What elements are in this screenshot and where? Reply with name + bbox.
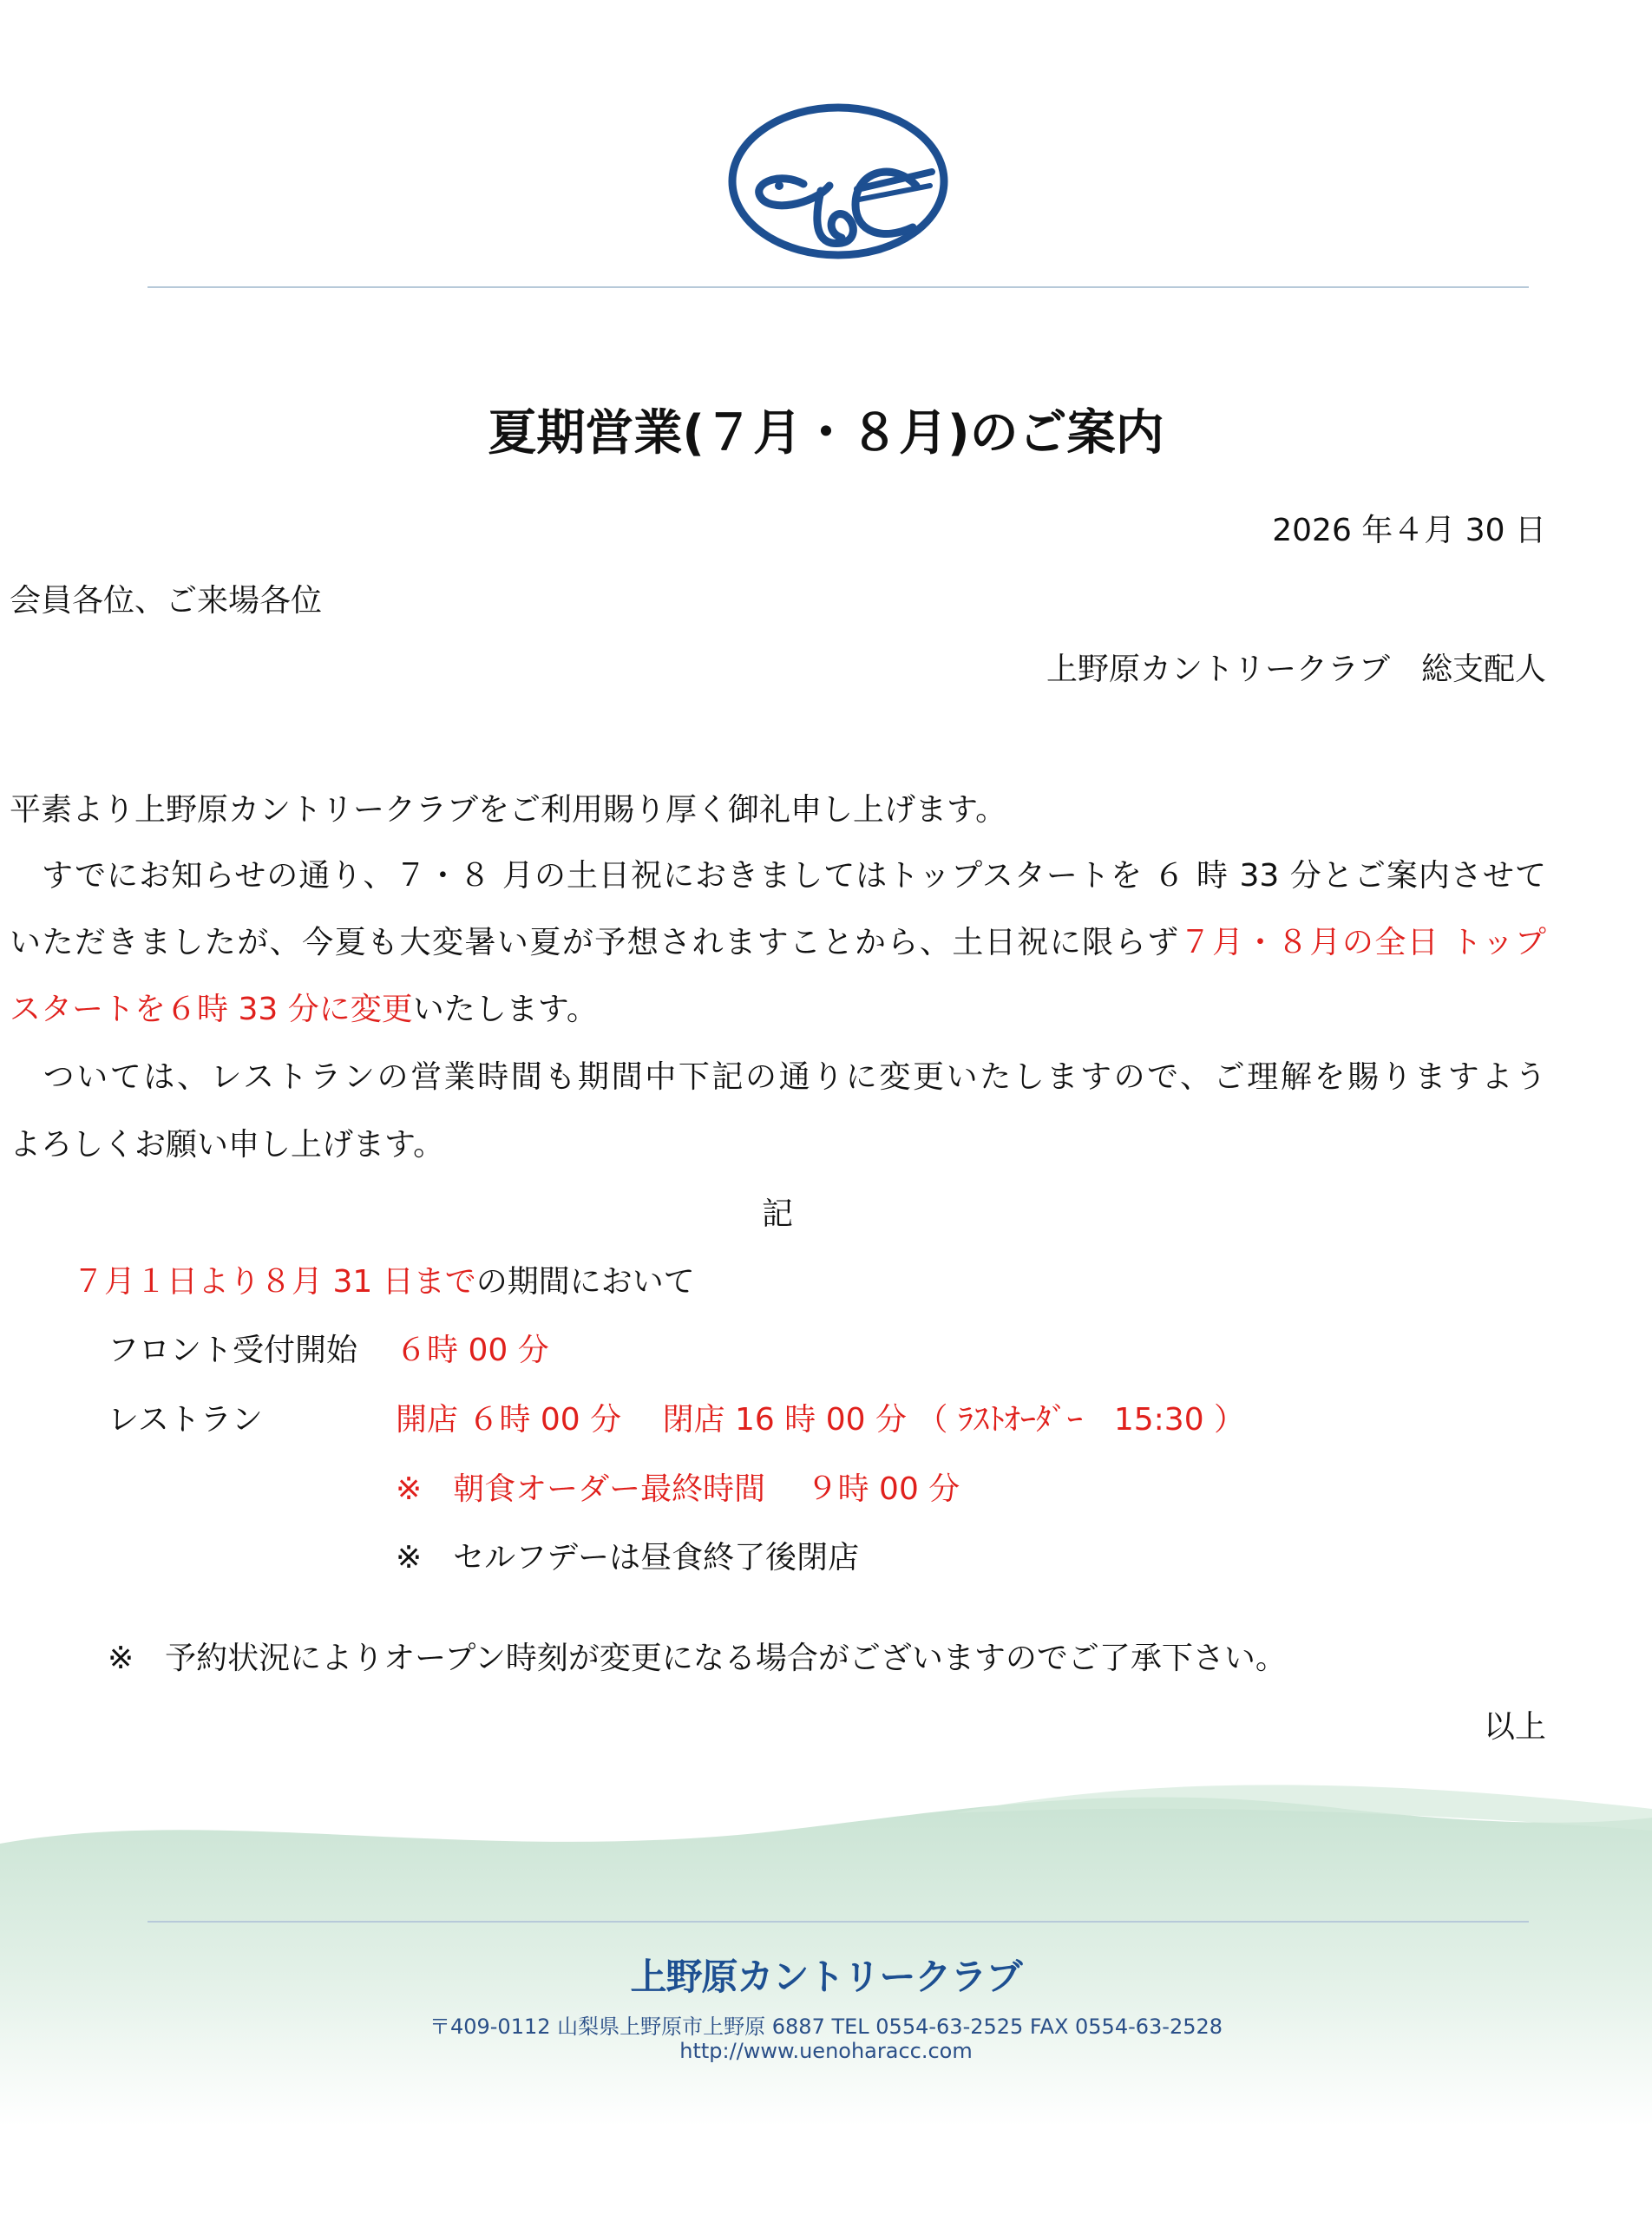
sender: 上野原カントリークラブ 総支配人 <box>1046 652 1546 687</box>
highlight-text: スタートを６時 33 分に変更 <box>10 992 413 1027</box>
swan-logo-icon <box>727 102 949 260</box>
self-day-note: ※ セルフデーは昼食終了後閉店 <box>396 1540 860 1576</box>
period-dates: ７月１日より８月 31 日まで <box>73 1264 476 1300</box>
footer-hills <box>0 1761 1652 2126</box>
footer-url[interactable]: http://www.uenoharacc.com <box>679 2039 973 2063</box>
page-title: 夏期営業(７月・８月)のご案内 <box>488 405 1164 462</box>
footer-club-name: 上野原カントリークラブ <box>630 1956 1022 1998</box>
body-paragraph-line <box>10 918 1546 962</box>
restaurant-label: レストラン <box>108 1402 263 1438</box>
issue-date: 2026 年４月 30 日 <box>1272 513 1546 548</box>
body-paragraph-line: すでにお知らせの通り、７・８ 月の土日祝におきましてはトップスタートを ６ 時 33 分とご案内させて <box>10 858 1546 894</box>
highlight-text: ７月・８月の全日 トップ <box>1179 925 1546 960</box>
footer-divider <box>148 1921 1529 1923</box>
body-paragraph-line: ついては、レストランの営業時間も期間中下記の通りに変更いたしますので、ご理解を賜りますよう <box>10 1059 1546 1095</box>
body-text: いたします。 <box>412 992 598 1027</box>
footer-address: 〒409-0112 山梨県上野原市上野原 6887 TEL 0554-63-2525 FAX 0554-63-2528 <box>429 2015 1223 2039</box>
body-paragraph-line: よろしくお願い申し上げます。 <box>10 1127 445 1163</box>
breakfast-note: ※ 朝食オーダー最終時間 ９時 00 分 <box>396 1471 960 1507</box>
front-desk-time: ６時 00 分 <box>396 1333 549 1368</box>
period-line <box>73 1257 695 1301</box>
ki-heading: 記 <box>762 1196 794 1232</box>
front-desk-label: フロント受付開始 <box>108 1333 358 1368</box>
restaurant-hours: 開店 ６時 00 分 閉店 16 時 00 分 （ ﾗｽﾄｵｰﾀﾞｰ 15:30 ） <box>396 1402 1246 1438</box>
body-paragraph-line: 平素より上野原カントリークラブをご利用賜り厚く御礼申し上げます。 <box>10 792 1007 828</box>
closing-text: 以上 <box>1483 1709 1546 1745</box>
body-text: いただきましたが、今夏も大変暑い夏が予想されますことから、土日祝に限らず <box>10 925 1180 960</box>
body-paragraph-line <box>10 985 1546 1029</box>
addressee: 会員各位、ご来場各位 <box>10 583 323 619</box>
header-divider <box>148 286 1529 288</box>
notice-text: ※ 予約状況によりオープン時刻が変更になる場合がございますのでご了承下さい。 <box>108 1641 1287 1676</box>
period-text: の期間において <box>475 1264 695 1300</box>
